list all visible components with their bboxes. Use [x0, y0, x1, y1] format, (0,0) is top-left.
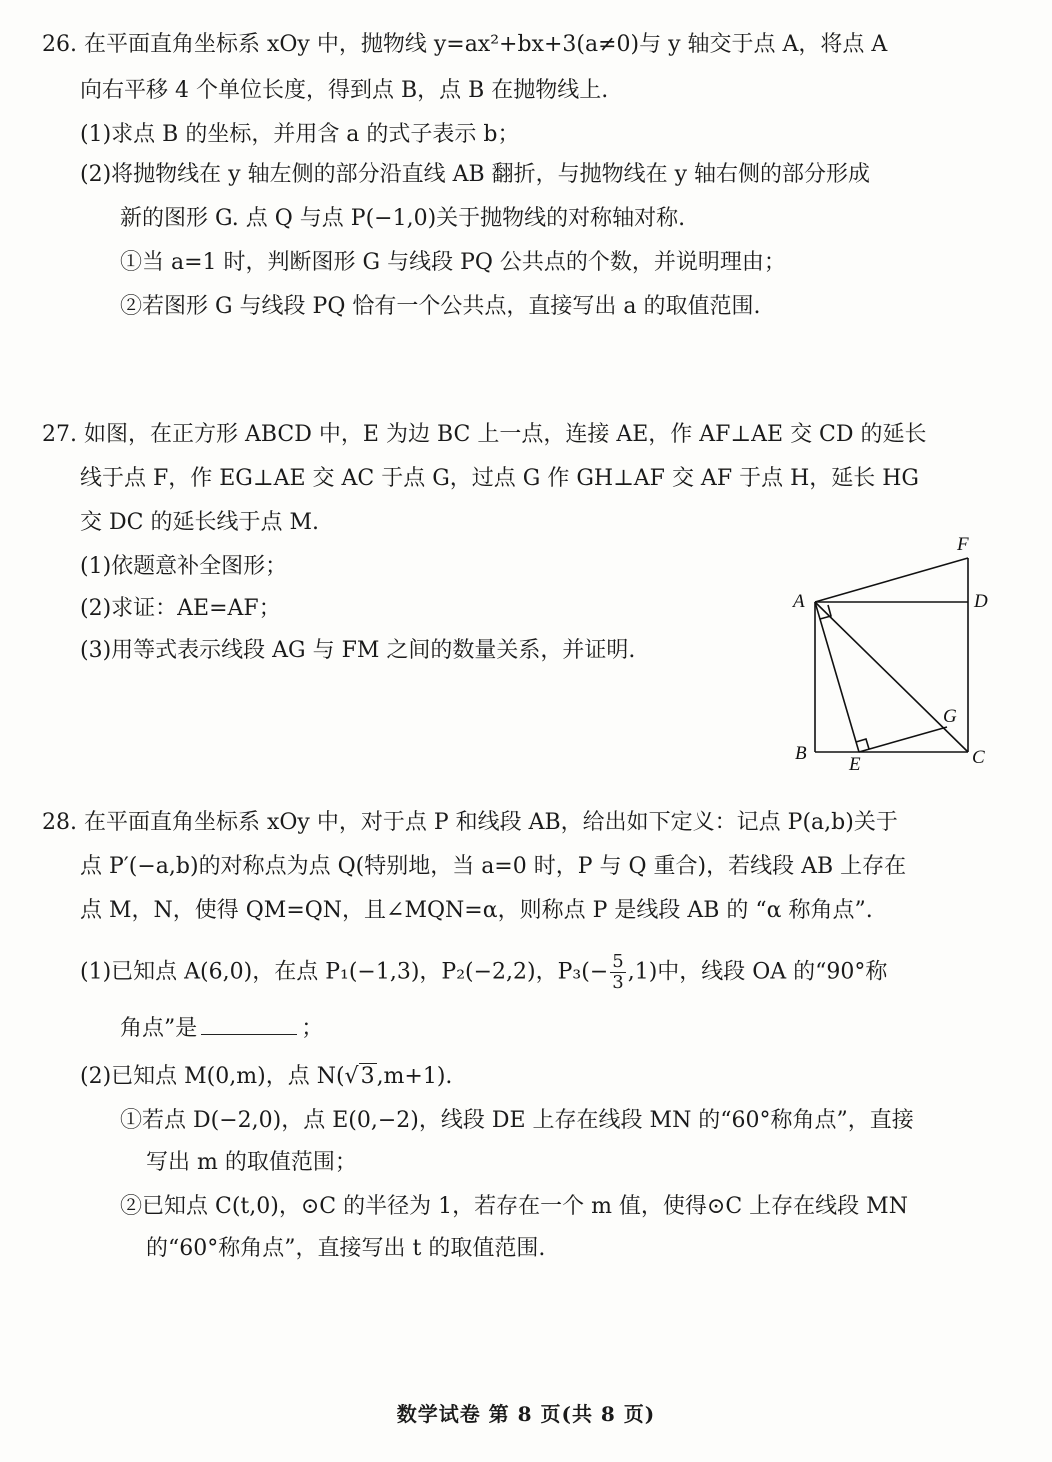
segment-ac	[815, 602, 968, 752]
sqrt-symbol: √	[344, 1064, 359, 1089]
segment-af	[815, 558, 968, 602]
q26-sub2: ②若图形 G 与线段 PQ 恰有一个公共点，直接写出 a 的取值范围.	[120, 294, 761, 319]
q28-part2	[80, 1062, 452, 1092]
q28-part1-text-pre: (1)已知点 A(6,0)，在点 P₁(−1,3)，P₂(−2,2)，P₃(−	[80, 959, 609, 985]
fraction-five-thirds	[610, 952, 625, 993]
q28-line2: 点 P′(−a,b)的对称点为点 Q(特别地，当 a=0 时，P 与 Q 重合)，若线段 AB 上存在	[80, 854, 907, 879]
q28-part2-pre: (2)已知点 M(0,m)，点 N(	[80, 1064, 345, 1089]
q26-sub1: ①当 a=1 时，判断图形 G 与线段 PQ 公共点的个数，并说明理由；	[120, 250, 786, 275]
q28-sub2-line2: 的“60°称角点”，直接写出 t 的取值范围.	[146, 1236, 546, 1261]
q27-line3: 交 DC 的延长线于点 M.	[80, 510, 319, 535]
label-c: C	[972, 747, 985, 768]
q28-sub1-line2: 写出 m 的取值范围；	[146, 1150, 357, 1175]
fraction-denominator: 3	[612, 972, 624, 993]
page-footer: 数学试卷 第 8 页(共 8 页)	[396, 1402, 656, 1426]
q28-sub1-line1: ①若点 D(−2,0)，点 E(0,−2)，线段 DE 上存在线段 MN 的“60°称角点”，直接	[120, 1108, 914, 1133]
label-e: E	[849, 754, 861, 775]
q26-line1: 26. 在平面直角坐标系 xOy 中，抛物线 y=ax²+bx+3(a≠0)与 y 轴交于点 A，将点 A	[42, 32, 888, 57]
q28-line3: 点 M，N，使得 QM=QN，且∠MQN=α，则称点 P 是线段 AB 的 “α 称角点”.	[80, 898, 873, 923]
q27-part3: (3)用等式表示线段 AG 与 FM 之间的数量关系，并证明.	[80, 638, 636, 663]
sqrt-radicand: 3	[360, 1064, 375, 1089]
q28-part2-post: ,m+1).	[376, 1064, 453, 1089]
label-b: B	[795, 743, 807, 764]
q28-part1-text-post: ,1)中，线段 OA 的“90°称	[627, 959, 888, 985]
q28-line1: 28. 在平面直角坐标系 xOy 中，对于点 P 和线段 AB，给出如下定义：记点 P(a,b)关于	[42, 810, 898, 835]
q27-line1: 27. 如图，在正方形 ABCD 中，E 为边 BC 上一点，连接 AE，作 AF⊥AE 交 CD 的延长	[42, 422, 927, 447]
segment-eg	[859, 727, 947, 752]
fraction-numerator: 5	[612, 951, 624, 972]
q26-line2: 向右平移 4 个单位长度，得到点 B，点 B 在抛物线上.	[80, 78, 609, 103]
q26-part1: (1)求点 B 的坐标，并用含 a 的式子表示 b；	[80, 122, 520, 147]
label-f: F	[957, 534, 969, 555]
label-g: G	[943, 706, 957, 727]
q27-part2: (2)求证：AE=AF；	[80, 596, 281, 621]
q28-part1-line2-pre: 角点”是	[120, 1016, 198, 1041]
q26-part2-line2: 新的图形 G. 点 Q 与点 P(−1,0)关于抛物线的对称轴对称.	[120, 206, 686, 231]
label-d: D	[974, 591, 988, 612]
answer-blank[interactable]	[201, 1014, 297, 1035]
q28-part1-line2	[120, 1014, 323, 1044]
q28-sub2-line1: ②已知点 C(t,0)，⊙C 的半径为 1，若存在一个 m 值，使得⊙C 上存在线段 MN	[120, 1194, 908, 1219]
q26-part2-line1: (2)将抛物线在 y 轴左侧的部分沿直线 AB 翻折，与抛物线在 y 轴右侧的部分形成	[80, 162, 871, 187]
q28-part1-line1	[80, 952, 887, 993]
square-geometry-figure	[785, 530, 1015, 780]
label-a: A	[793, 591, 805, 612]
q27-part1: (1)依题意补全图形；	[80, 554, 288, 579]
q27-line2: 线于点 F，作 EG⊥AE 交 AC 于点 G，过点 G 作 GH⊥AF 交 AF 于点 H，延长 HG	[80, 466, 920, 491]
q28-part1-line2-post: ；	[301, 1016, 324, 1041]
